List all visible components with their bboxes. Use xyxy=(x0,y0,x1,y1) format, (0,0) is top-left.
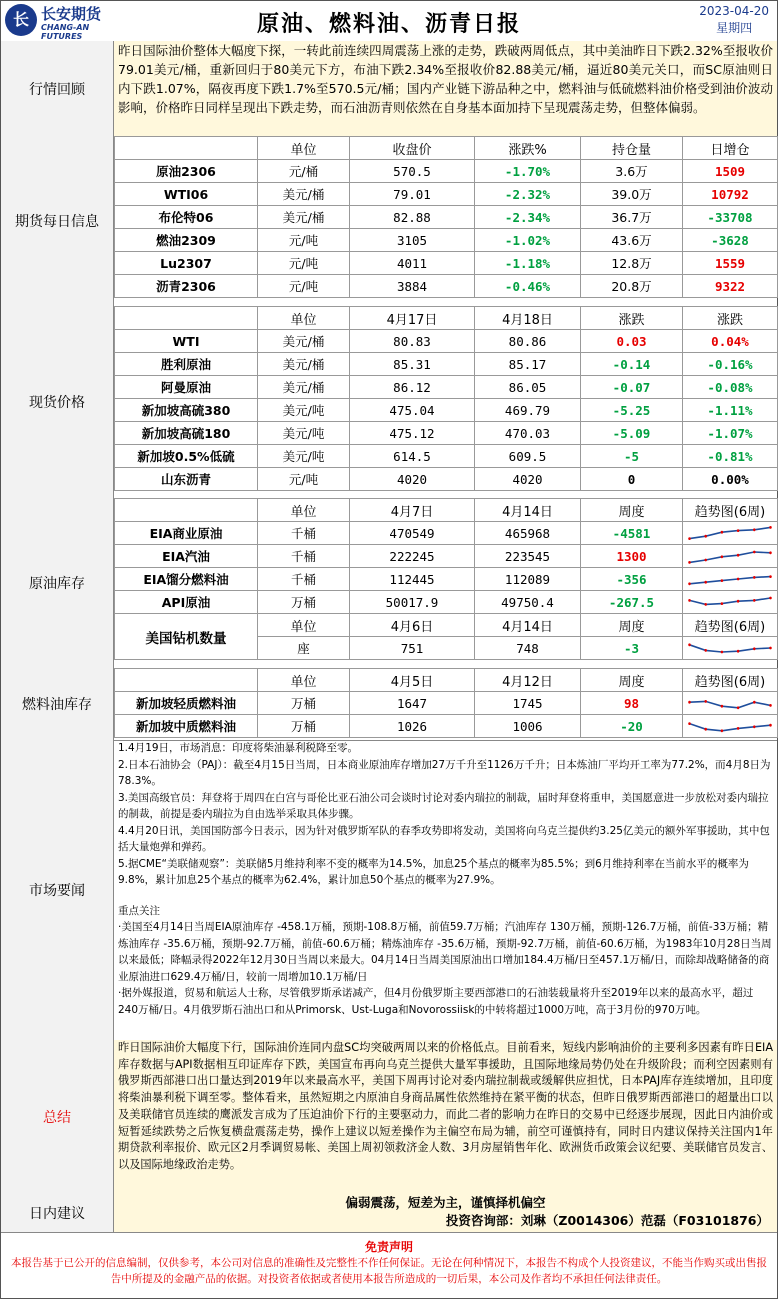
trend-point xyxy=(688,643,691,646)
column-header: 趋势图(6周) xyxy=(683,614,778,637)
section-summary xyxy=(1,1040,777,1195)
trend-point xyxy=(704,700,707,703)
inventory-prev: 112445 xyxy=(350,568,475,591)
column-header: 4月14日 xyxy=(475,499,581,522)
inventory-prev: 1026 xyxy=(350,715,475,738)
column-header: 涨跌 xyxy=(683,307,778,330)
report-title: 原油、燃料油、沥青日报 xyxy=(256,12,521,37)
trend-cell xyxy=(683,715,778,738)
weekly-change: -267.5 xyxy=(581,591,683,614)
spot-row xyxy=(115,353,778,376)
news-item: 重点关注 xyxy=(118,904,160,917)
trend-point xyxy=(737,554,740,557)
column-header: 周度 xyxy=(581,614,683,637)
price-day2: 470.03 xyxy=(475,422,581,445)
column-header: 收盘价 xyxy=(350,137,475,160)
weekly-change: -20 xyxy=(581,715,683,738)
spot-name: WTI xyxy=(115,330,258,353)
close-price: 79.01 xyxy=(350,183,475,206)
trend-point xyxy=(721,555,724,558)
unit-cell: 美元/桶 xyxy=(258,353,350,376)
inventory-latest: 1745 xyxy=(475,692,581,715)
trend-point xyxy=(704,559,707,562)
fuel-inventory-table xyxy=(114,668,778,738)
rig-count-name: 美国钻机数量 xyxy=(115,614,258,660)
spot-row xyxy=(115,422,778,445)
daily-oi-change: 9322 xyxy=(683,275,778,298)
close-price: 4011 xyxy=(350,252,475,275)
unit-cell: 美元/吨 xyxy=(258,399,350,422)
price-change-pct: -1.07% xyxy=(683,422,778,445)
futures-row xyxy=(115,275,778,298)
disclaimer-text: 本报告基于已公开的信息编制，仅供参考，本公司对信息的准确性及完整性不作任何保证。无论在何种情况下，本报告不构成个人投资建议，不能当作购买或出售报告中所提及的金融产品的依据。对投资者依据或者使用本报告所造成的一切后果，本公司及作者均不承担任何法律责任。 xyxy=(11,1257,767,1285)
trend-point xyxy=(721,602,724,605)
price-day2: 4020 xyxy=(475,468,581,491)
price-change: 0 xyxy=(581,468,683,491)
trend-sparkline xyxy=(685,592,775,612)
section-label: 原油库存 xyxy=(1,498,114,668)
fuel-inventory-name: 新加坡轻质燃料油 xyxy=(115,692,258,715)
trend-sparkline xyxy=(685,716,775,736)
trend-sparkline xyxy=(685,546,775,566)
change-pct: -2.34% xyxy=(475,206,581,229)
price-day1: 4020 xyxy=(350,468,475,491)
futures-table xyxy=(114,136,778,298)
trend-point xyxy=(688,599,691,602)
column-header: 4月14日 xyxy=(475,614,581,637)
trend-point xyxy=(704,603,707,606)
spot-table xyxy=(114,306,778,491)
price-change-pct: 0.04% xyxy=(683,330,778,353)
spot-row xyxy=(115,445,778,468)
column-header: 4月7日 xyxy=(350,499,475,522)
trend-cell xyxy=(683,692,778,715)
daily-oi-change: 1559 xyxy=(683,252,778,275)
inventory-prev: 1647 xyxy=(350,692,475,715)
report-date-value: 2023-04-20 xyxy=(699,4,769,18)
price-change-pct: -1.11% xyxy=(683,399,778,422)
disclaimer xyxy=(1,1239,777,1297)
inventory-latest: 223545 xyxy=(475,545,581,568)
trend-line xyxy=(690,701,771,707)
price-change: -0.07 xyxy=(581,376,683,399)
section-label: 现货价格 xyxy=(1,306,114,498)
trend-point xyxy=(753,576,756,579)
trend-point xyxy=(737,706,740,709)
unit-cell: 美元/吨 xyxy=(258,445,350,468)
trend-point xyxy=(704,728,707,731)
futures-row xyxy=(115,206,778,229)
change-pct: -1.70% xyxy=(475,160,581,183)
trend-point xyxy=(721,531,724,534)
rig-prev: 751 xyxy=(350,637,475,660)
price-change: 0.03 xyxy=(581,330,683,353)
price-change: -0.14 xyxy=(581,353,683,376)
column-header: 单位 xyxy=(258,669,350,692)
price-day1: 85.31 xyxy=(350,353,475,376)
weekly-change: -4581 xyxy=(581,522,683,545)
crude-inventory-table xyxy=(114,498,778,660)
advice-line: 偏弱震荡，短差为主，谨慎择机偏空 xyxy=(345,1195,546,1210)
spot-row xyxy=(115,468,778,491)
price-change-pct: -0.16% xyxy=(683,353,778,376)
futures-body xyxy=(114,136,777,306)
section-label: 日内建议 xyxy=(1,1194,114,1232)
logo-emblem-icon: 长 xyxy=(5,4,37,36)
trend-point xyxy=(769,724,772,727)
price-day2: 80.86 xyxy=(475,330,581,353)
section-spot xyxy=(1,306,777,499)
section-label: 总结 xyxy=(1,1040,114,1194)
section-review xyxy=(1,41,777,137)
fuel-inventory-row xyxy=(115,715,778,738)
contract-name: Lu2307 xyxy=(115,252,258,275)
inventory-prev: 222245 xyxy=(350,545,475,568)
open-interest: 36.7万 xyxy=(581,206,683,229)
open-interest: 43.6万 xyxy=(581,229,683,252)
news-item: ·美国至4月14日当周EIA原油库存 -458.1万桶，预期-108.8万桶，前值59.7万桶；汽油库存 130万桶，预期-126.7万桶，前值-33万桶；精炼油库存 -35.6万桶，预期-92.7万桶，前值-60.6万桶；精炼油库存 -35.6万桶，预期-92.7万桶，前值-60.6万桶，为1983年10月28日当周以来最低；降幅录得2022年12月30日当周以来最大。04月14日当周美国原油出口增加184.4万桶/日至457.1万桶/日，而除却战略储备的商业原油进口629.4万桶/日，较前一周增加10.1万桶/日 xyxy=(118,921,772,983)
section-crude-inventory xyxy=(1,498,777,669)
unit-cell: 万桶 xyxy=(258,715,350,738)
disclaimer-title: 免责声明 xyxy=(364,1240,413,1254)
trend-point xyxy=(753,725,756,728)
section-label: 期货每日信息 xyxy=(1,136,114,306)
news-item xyxy=(118,889,773,903)
inventory-prev: 50017.9 xyxy=(350,591,475,614)
trend-point xyxy=(704,581,707,584)
open-interest: 39.0万 xyxy=(581,183,683,206)
trend-sparkline xyxy=(685,569,775,589)
inventory-name: API原油 xyxy=(115,591,258,614)
column-header: 单位 xyxy=(258,307,350,330)
spot-row xyxy=(115,399,778,422)
spot-body xyxy=(114,306,777,498)
close-price: 82.88 xyxy=(350,206,475,229)
spot-name: 新加坡0.5%低硫 xyxy=(115,445,258,468)
column-header: 涨跌% xyxy=(475,137,581,160)
news-item: 1.4月19日，市场消息：印度将柴油暴利税降至零。 xyxy=(118,742,359,754)
trend-point xyxy=(688,561,691,564)
unit-cell: 美元/吨 xyxy=(258,422,350,445)
column-header: 4月5日 xyxy=(350,669,475,692)
futures-row xyxy=(115,183,778,206)
column-header: 趋势图(6周) xyxy=(683,499,778,522)
inventory-name: EIA馏分燃料油 xyxy=(115,568,258,591)
unit-cell: 元/吨 xyxy=(258,229,350,252)
news-list xyxy=(114,740,777,1018)
futures-row xyxy=(115,160,778,183)
weekly-change: -356 xyxy=(581,568,683,591)
weekly-change: 1300 xyxy=(581,545,683,568)
price-day2: 469.79 xyxy=(475,399,581,422)
fuel-inventory-body xyxy=(114,668,777,740)
table-header-row xyxy=(115,499,778,522)
unit-cell: 元/吨 xyxy=(258,252,350,275)
inventory-name: EIA商业原油 xyxy=(115,522,258,545)
trend-line xyxy=(690,645,771,652)
trend-point xyxy=(753,528,756,531)
daily-oi-change: 1509 xyxy=(683,160,778,183)
trend-point xyxy=(769,704,772,707)
trend-line xyxy=(690,598,771,604)
trend-cell xyxy=(683,637,778,660)
table-header-row xyxy=(115,137,778,160)
price-change: -5 xyxy=(581,445,683,468)
inventory-row xyxy=(115,545,778,568)
column-header xyxy=(115,137,258,160)
trend-point xyxy=(769,551,772,554)
report-weekday: 星期四 xyxy=(716,21,753,35)
advice-body xyxy=(114,1194,777,1232)
spot-name: 阿曼原油 xyxy=(115,376,258,399)
daily-oi-change: -3628 xyxy=(683,229,778,252)
section-news xyxy=(1,740,777,1041)
price-day1: 475.12 xyxy=(350,422,475,445)
column-header: 4月17日 xyxy=(350,307,475,330)
contract-name: WTI06 xyxy=(115,183,258,206)
trend-sparkline xyxy=(685,638,775,658)
spot-row xyxy=(115,376,778,399)
change-pct: -1.18% xyxy=(475,252,581,275)
unit-cell: 千桶 xyxy=(258,522,350,545)
trend-sparkline xyxy=(685,523,775,543)
trend-cell xyxy=(683,545,778,568)
unit-cell: 美元/桶 xyxy=(258,206,350,229)
trend-point xyxy=(769,597,772,600)
price-day1: 86.12 xyxy=(350,376,475,399)
trend-point xyxy=(737,529,740,532)
futures-row xyxy=(115,252,778,275)
trend-point xyxy=(769,526,772,529)
trend-point xyxy=(753,551,756,554)
trend-point xyxy=(721,651,724,654)
column-header: 持仓量 xyxy=(581,137,683,160)
table-header-row xyxy=(115,307,778,330)
spot-row xyxy=(115,330,778,353)
rig-latest: 748 xyxy=(475,637,581,660)
unit-cell: 千桶 xyxy=(258,545,350,568)
inventory-latest: 465968 xyxy=(475,522,581,545)
summary-body xyxy=(114,1040,777,1194)
price-day1: 80.83 xyxy=(350,330,475,353)
news-item: 4.4月20日讯，美国国防部今日表示，因为针对俄罗斯军队的春季攻势即将发动，美国将向乌克兰提供约3.25亿美元的额外军事援助，其中包括大量炮弹和弹药。 xyxy=(118,824,770,853)
spot-name: 新加坡高硫180 xyxy=(115,422,258,445)
trend-sparkline xyxy=(685,693,775,713)
trend-point xyxy=(753,599,756,602)
price-change: -5.09 xyxy=(581,422,683,445)
contract-name: 原油2306 xyxy=(115,160,258,183)
contract-name: 布伦特06 xyxy=(115,206,258,229)
unit-cell: 元/桶 xyxy=(258,160,350,183)
inventory-row xyxy=(115,591,778,614)
inventory-latest: 1006 xyxy=(475,715,581,738)
trend-cell xyxy=(683,591,778,614)
futures-row xyxy=(115,229,778,252)
unit-cell: 万桶 xyxy=(258,591,350,614)
trend-point xyxy=(704,535,707,538)
close-price: 570.5 xyxy=(350,160,475,183)
summary-text: 昨日国际油价大幅度下行，国际油价连同内盘SC均突破两周以来的价格低点。目前看来，短线内影响油价的主要利多因素有昨日EIA库存数据与API数据相互印证库存下跌，美国宣布再向乌克兰提供大量军事援助，且国际地缘局势仍处在升级阶段；而利空因素则有俄罗斯西部港口出口量达到2019年以来最高水平，美国下周再讨论对委内瑞拉制裁或缓解供应担忧，日本PAJ库存连续增加，且印度将柴油暴利税下调至零。整体看来，虽然短期之内原油自身商品属性依然维持在紧平衡的状态，但昨日俄罗斯西部港口的超量出口以及美联储官员连续的鹰派发言成为了压迫油价下行的主要驱动力，而此二者的影响力在昨日的交易中已经逐步展现，因此日内油价或短暂延续跌势之后恢复横盘震荡走势，操作上建议以短差操作为主偏空布局为辅，前空可谨慎持有，同时日内建议保持关注国内1年期贷款利率报价、欧元区2月季调贸易帐、美国上周初领救济金人数、3月房屋销售年化、欧洲货币政策会议纪要、美联储官员发言、以及国际地缘政治走势。 xyxy=(118,1041,773,1171)
trend-cell xyxy=(683,522,778,545)
open-interest: 20.8万 xyxy=(581,275,683,298)
news-item: ·据外媒报道，贸易和航运人士称，尽管俄罗斯承诺减产，但4月份俄罗斯主要西部港口的石油装载量将升至2019年以来的最高水平，超过240万桶/日。4月俄罗斯石油出口和从Primorsk、Ust-Luga和Novorossiisk的中转将超过1000万吨，高于3月份的970万吨。 xyxy=(118,987,754,1016)
open-interest: 3.6万 xyxy=(581,160,683,183)
price-day2: 85.17 xyxy=(475,353,581,376)
inventory-name: EIA汽油 xyxy=(115,545,258,568)
trend-point xyxy=(769,647,772,650)
trend-point xyxy=(737,727,740,730)
trend-point xyxy=(688,722,691,725)
news-item: 2.日本石油协会（PAJ）：截至4月15日当周，日本商业原油库存增加27万千升至1126万千升；日本炼油厂平均开工率为77.2%，而4月8日为78.3%。 xyxy=(118,758,771,787)
unit-cell: 座 xyxy=(258,637,350,660)
trend-line xyxy=(690,577,771,584)
inventory-latest: 112089 xyxy=(475,568,581,591)
trend-point xyxy=(721,705,724,708)
column-header: 4月6日 xyxy=(350,614,475,637)
trend-point xyxy=(753,647,756,650)
contract-name: 沥青2306 xyxy=(115,275,258,298)
rig-change: -3 xyxy=(581,637,683,660)
section-futures xyxy=(1,136,777,307)
inventory-prev: 470549 xyxy=(350,522,475,545)
column-header: 单位 xyxy=(258,137,350,160)
unit-cell: 万桶 xyxy=(258,692,350,715)
section-label: 市场要闻 xyxy=(1,740,114,1040)
trend-point xyxy=(737,650,740,653)
column-header: 4月18日 xyxy=(475,307,581,330)
price-change: -5.25 xyxy=(581,399,683,422)
spot-name: 山东沥青 xyxy=(115,468,258,491)
section-advice xyxy=(1,1194,777,1233)
unit-cell: 元/吨 xyxy=(258,275,350,298)
trend-point xyxy=(737,600,740,603)
logo-en: CHANG-AN FUTURES xyxy=(41,23,90,41)
unit-cell: 元/吨 xyxy=(258,468,350,491)
trend-point xyxy=(769,575,772,578)
price-day1: 475.04 xyxy=(350,399,475,422)
trend-point xyxy=(704,649,707,652)
news-item: 3.美国高级官员：拜登将于周四在白宫与哥伦比亚石油公司会谈时讨论对委内瑞拉的制裁，届时拜登将重申，美国愿意进一步放松对委内瑞拉的制裁，前提是委内瑞拉为自由选举采取具体步骤。 xyxy=(118,791,769,820)
unit-cell: 美元/桶 xyxy=(258,183,350,206)
logo-cn: 长安期货 xyxy=(41,5,102,23)
change-pct: -2.32% xyxy=(475,183,581,206)
daily-oi-change: -33708 xyxy=(683,206,778,229)
column-header: 周度 xyxy=(581,499,683,522)
news-body xyxy=(114,740,777,1040)
price-day2: 86.05 xyxy=(475,376,581,399)
price-change-pct: 0.00% xyxy=(683,468,778,491)
inventory-row xyxy=(115,568,778,591)
unit-cell: 美元/桶 xyxy=(258,376,350,399)
trend-line xyxy=(690,724,771,731)
table-header-row xyxy=(115,669,778,692)
rig-header-row xyxy=(115,614,778,637)
trend-line xyxy=(690,552,771,562)
fuel-inventory-row xyxy=(115,692,778,715)
trend-point xyxy=(721,579,724,582)
weekly-change: 98 xyxy=(581,692,683,715)
change-pct: -1.02% xyxy=(475,229,581,252)
report-header xyxy=(1,1,777,42)
contract-name: 燃油2309 xyxy=(115,229,258,252)
spot-name: 胜利原油 xyxy=(115,353,258,376)
advice-analysts: 投资咨询部：刘琳（Z0014306）范磊（F03101876） xyxy=(445,1213,769,1228)
news-item: 5.据CME“美联储观察”：美联储5月维持利率不变的概率为14.5%，加息25个基点的概率为85.5%；到6月维持利率在当前水平的概率为9.8%，累计加息25个基点的概率为62.4%，累计加息50个基点的概率为27.9%。 xyxy=(118,857,749,886)
price-day1: 614.5 xyxy=(350,445,475,468)
trend-point xyxy=(753,701,756,704)
spot-name: 新加坡高硫380 xyxy=(115,399,258,422)
crude-inventory-body xyxy=(114,498,777,668)
price-change-pct: -0.08% xyxy=(683,376,778,399)
close-price: 3884 xyxy=(350,275,475,298)
trend-point xyxy=(737,578,740,581)
column-header: 单位 xyxy=(258,499,350,522)
inventory-row xyxy=(115,522,778,545)
section-label: 行情回顾 xyxy=(1,41,114,136)
trend-cell xyxy=(683,568,778,591)
price-change-pct: -0.81% xyxy=(683,445,778,468)
trend-point xyxy=(688,582,691,585)
column-header: 趋势图(6周) xyxy=(683,669,778,692)
trend-point xyxy=(688,537,691,540)
price-day2: 609.5 xyxy=(475,445,581,468)
column-header: 单位 xyxy=(258,614,350,637)
change-pct: -0.46% xyxy=(475,275,581,298)
close-price: 3105 xyxy=(350,229,475,252)
trend-line xyxy=(690,527,771,538)
unit-cell: 美元/桶 xyxy=(258,330,350,353)
trend-point xyxy=(688,701,691,704)
open-interest: 12.8万 xyxy=(581,252,683,275)
inventory-latest: 49750.4 xyxy=(475,591,581,614)
column-header xyxy=(115,669,258,692)
trend-point xyxy=(721,729,724,732)
column-header: 4月12日 xyxy=(475,669,581,692)
daily-oi-change: 10792 xyxy=(683,183,778,206)
section-label: 燃料油库存 xyxy=(1,668,114,740)
section-fuel-inventory xyxy=(1,668,777,741)
report-date xyxy=(699,3,769,37)
review-body xyxy=(114,41,777,136)
column-header: 涨跌 xyxy=(581,307,683,330)
review-text: 昨日国际油价整体大幅度下探，一转此前连续四周震荡上涨的走势，跌破两周低点，其中美油昨日下跌2.32%至报收价79.01美元/桶，重新回归于80美元下方，布油下跌2.34%至报收价82.88美元/桶，逼近80美元关口，而SC原油则日内下跌1.07%，隔夜再度下跌1.7%至570.5元/桶；国内产业链下游品种之中，燃料油与低硫燃料油价格受到油价波动影响，价格昨日同样呈现出下跌走势，而石油沥青则依然在自身基本面加持下呈现震荡走势，但整体偏弱。 xyxy=(118,43,773,115)
column-header: 日增仓 xyxy=(683,137,778,160)
column-header xyxy=(115,499,258,522)
column-header: 周度 xyxy=(581,669,683,692)
fuel-inventory-name: 新加坡中质燃料油 xyxy=(115,715,258,738)
column-header xyxy=(115,307,258,330)
unit-cell: 千桶 xyxy=(258,568,350,591)
